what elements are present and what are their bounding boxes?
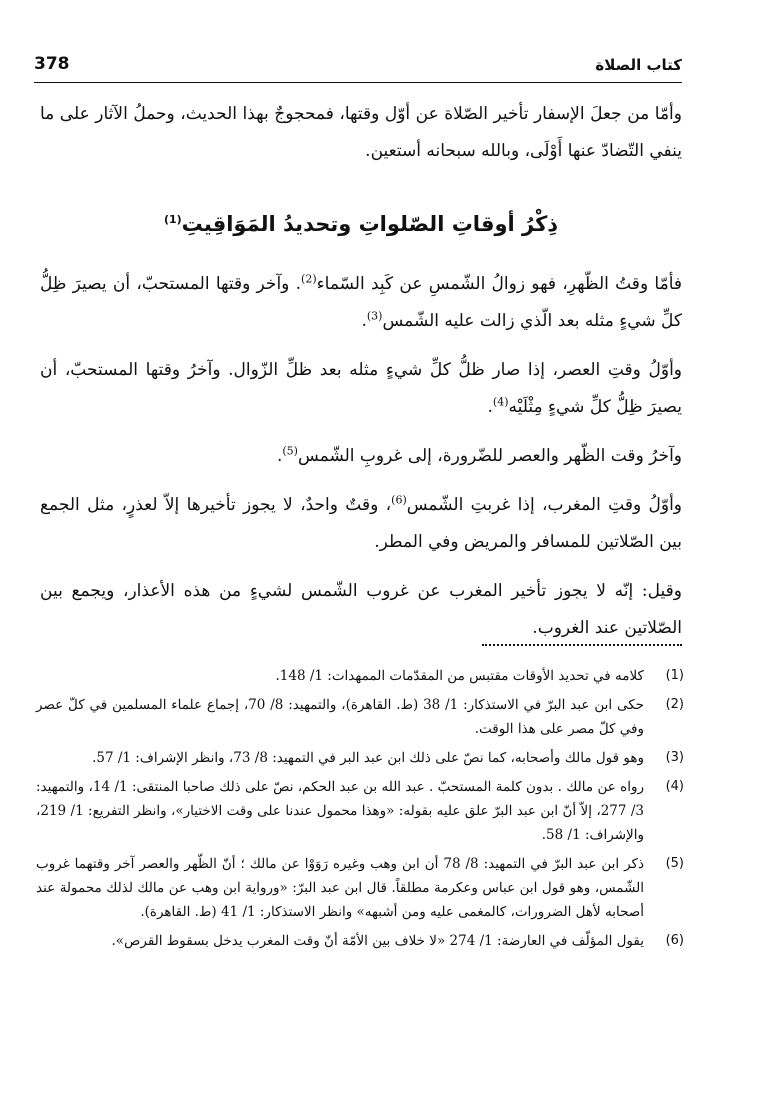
footnote-text: وهو قول مالك وأصحابه، كما نصّ على ذلك ابن عبد البر في التمهيد: 8/ 73، وانظر الإشراف: 1/ 57.: [92, 750, 644, 766]
text-run: . وآخر وقتها المستحبّ، أن يصيرَ ظِلُّ كلِّ شيءٍ مثله بعد الّذي زالت عليه الشّمس: [40, 274, 682, 331]
paragraph-dhuhr: [40, 266, 682, 340]
footnote-number: (3): [665, 750, 684, 765]
footnotes: [36, 664, 684, 958]
paragraph-maghrib: [40, 487, 682, 561]
text-run: فأمّا وقتُ الظّهرِ، فهو زوالُ الشّمسِ عن كَبِد السّماء: [316, 274, 682, 294]
section-heading: [40, 212, 682, 236]
footnote: [36, 664, 684, 688]
footnote-ref: (3): [366, 309, 383, 323]
page-header: [34, 54, 682, 83]
text-run: وقيل: إنّه لا يجوز تأخير المغرب عن غروب الشّمس لشيءٍ من هذه الأعذار، ويجمع بين الصّلاتين عند الغروب.: [40, 581, 682, 638]
footnote-ref: (2): [301, 272, 317, 286]
footnote: [36, 929, 684, 953]
paragraph-alternative-view: [40, 573, 682, 647]
footnote-text: ذكر ابن عبد البرّ في التمهيد: 8/ 78 أن ابن وهب وغيره رَوَوْا عن مالك ؛ أنّ الظّهر والعصر آخر وقتهما غروب الشّمس، وهو قول ابن عباس وعكرمة مطلقاً. قال ابن عبد البرّ: «ورواية ابن وهب عن مالك لذلك محمولة عند أصحابه لأهل الضرورات، كالمغمى عليه ومن أشبهه» وانظر الاستذكار: 1/ 41 (ط. القاهرة).: [36, 856, 644, 920]
footnote-number: (4): [665, 779, 684, 794]
footnote-number: (5): [665, 856, 684, 871]
text-run: وأوّلُ وقتِ العصر، إذا صار ظلُّ كلِّ شيءٍ مثله بعد ظلِّ الزّوال. وآخرُ وقتها المستحبّ، أن يصيرَ ظِلُّ كلِّ شيءٍ مِثْلَيْه: [40, 360, 683, 417]
footnote-number: (1): [665, 668, 684, 683]
text-run: .: [487, 397, 493, 417]
footnote-ref: (4): [492, 395, 509, 409]
running-title: كتاب الصلاة: [595, 56, 682, 74]
section-title: ذِكْرُ أوقاتِ الصّلواتِ وتحديدُ المَوَاقِيتِ: [181, 212, 559, 236]
footnote-text: يقول المؤلّف في العارضة: 1/ 274 «لا خلاف بين الأمّة أنّ وقت المغرب يدخل بسقوط القرص».: [111, 933, 644, 949]
footnote-text: حكى ابن عبد البرّ في الاستذكار: 1/ 38 (ط. القاهرة)، والتمهيد: 8/ 70، إجماع علماء المسلمين في كلّ عصر وفي كلّ مصر على هذا الوقت.: [36, 697, 645, 737]
intro-paragraph: وأمّا من جعلَ الإسفار تأخير الصّلاة عن أوّل وقتها، فمحجوجٌ بهذا الحديث، وحملُ الآثار على ما ينفي التّضادّ عنها أَوْلَى، وبالله سبحانه أستعين.: [40, 104, 682, 161]
footnote: [36, 775, 684, 847]
footnote-number: (2): [665, 697, 684, 712]
footnote-separator: [482, 644, 682, 646]
footnote-number: (6): [665, 933, 684, 948]
paragraph-necessity: [40, 438, 682, 475]
main-text: [40, 266, 682, 647]
text-run: وأوّلُ وقتِ المغرب، إذا غربتِ الشّمس: [406, 495, 683, 515]
text-run: .: [276, 446, 283, 466]
footnote-text: كلامه في تحديد الأوقات مقتبس من المقدّمات الممهدات: 1/ 148.: [275, 668, 644, 684]
page-number: 378: [34, 54, 70, 74]
footnote: [36, 693, 684, 741]
text-run: وآخرُ وقت الظّهر والعصر للضّرورة، إلى غروبِ الشّمس: [297, 446, 682, 466]
footnote: [36, 746, 684, 770]
text-run: .: [361, 311, 367, 331]
section-title-footnote-ref: (1): [163, 213, 182, 226]
text-run: ، وقتٌ واحدٌ، لا يجوز تأخيرها إلاّ لعذرٍ، مثل الجمع بين الصّلاتين للمسافر والمريض وفي المطر.: [40, 495, 682, 552]
footnote-ref: (6): [391, 493, 407, 507]
footnote: [36, 852, 684, 924]
footnote-text: رواه عن مالك . بدون كلمة المستحبّ . عبد الله بن عبد الحكم، نصّ على ذلك صاحبا المنتقى: 1/ 14، والتمهيد: 3/ 277، إلاّ أنّ ابن عبد البرّ علق عليه بقوله: «وهذا محمول عندنا على وقت الاختيار»، وانظر التفريع: 1/ 219، والإشراف: 1/ 58.: [36, 779, 645, 843]
paragraph-asr: [40, 352, 682, 426]
footnote-ref: (5): [282, 444, 298, 458]
intro-block: [40, 96, 682, 170]
